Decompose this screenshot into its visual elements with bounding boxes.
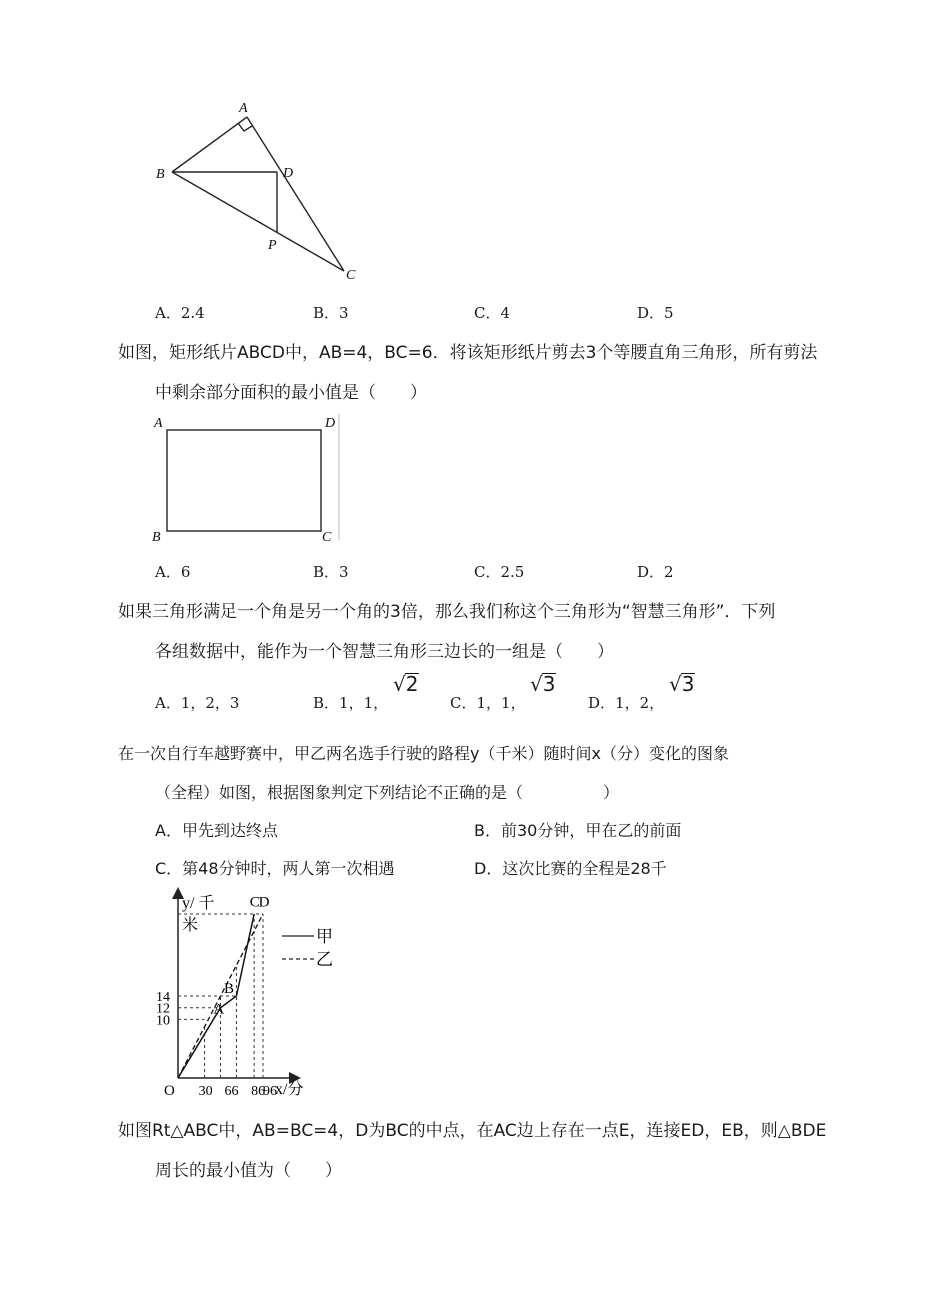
- q3-option-c-radicand: 3: [542, 672, 556, 696]
- q2-stem-line1: 如图，矩形纸片ABCD中，AB=4，BC=6．将该矩形纸片剪去3个等腰直角三角形，所有剪法: [118, 343, 818, 363]
- q3-option-b-radicand: 2: [405, 672, 419, 696]
- point-label-a: A: [213, 1001, 225, 1018]
- label-d: D: [283, 166, 294, 181]
- y-tick-label-10: 10: [156, 1013, 170, 1029]
- rect-label-c: C: [322, 530, 332, 545]
- q4-option-b: B．前30分钟，甲在乙的前面: [474, 821, 682, 840]
- q2-option-b: B．3: [313, 563, 349, 581]
- figure-rectangle-abcd: [0, 0, 950, 560]
- q3-option-d-sqrt: √3: [669, 672, 695, 696]
- q1-option-b: B．3: [313, 304, 349, 322]
- q3-option-a: A．1，2，3: [155, 694, 240, 712]
- q4-option-a: A．甲先到达终点: [155, 821, 278, 840]
- rectangle-abcd: [167, 430, 321, 531]
- q3-option-d: D．1，2，: [588, 694, 665, 712]
- rect-label-b: B: [152, 530, 161, 545]
- q3-stem-line2: 各组数据中，能作为一个智慧三角形三边长的一组是（ ）: [155, 642, 614, 662]
- label-b: B: [156, 167, 165, 182]
- q3-option-c-sqrt: √3: [530, 672, 556, 696]
- point-label-c: C: [249, 894, 260, 911]
- q1-option-d: D．5: [637, 304, 674, 322]
- q1-option-a: A．2.4: [155, 304, 205, 322]
- x-tick-label-66: 66: [224, 1084, 239, 1099]
- q1-option-c: C．4: [474, 304, 511, 322]
- origin-label: O: [164, 1083, 175, 1099]
- q4-stem-line1: 在一次自行车越野赛中，甲乙两名选手行驶的路程y（千米）随时间x（分）变化的图象: [118, 744, 729, 763]
- legend-yi-label: 乙: [316, 950, 333, 969]
- y-axis-label-2: 米: [182, 917, 199, 934]
- label-a: A: [239, 101, 248, 116]
- distance-time-chart: [150, 880, 410, 1110]
- y-tick-label-14: 14: [156, 990, 170, 1005]
- q4-option-c: C．第48分钟时，两人第一次相遇: [155, 859, 395, 878]
- q2-option-d: D．2: [637, 563, 674, 581]
- q5-stem-line1: 如图Rt△ABC中，AB=BC=4，D为BC的中点，在AC边上存在一点E，连接ED，EB，则△BDE: [118, 1121, 827, 1141]
- q4-stem-line2: （全程）如图，根据图象判定下列结论不正确的是（ ）: [155, 783, 620, 802]
- y-axis-label: y/ 千: [182, 895, 215, 912]
- q4-option-d: D．这次比赛的全程是28千: [474, 859, 667, 878]
- q2-stem-line2: 中剩余部分面积的最小值是（ ）: [155, 383, 427, 403]
- label-p: P: [268, 238, 277, 253]
- q2-option-c: C．2.5: [474, 563, 525, 581]
- rect-label-a: A: [154, 416, 163, 431]
- q3-option-d-radicand: 3: [681, 672, 695, 696]
- rect-label-d: D: [325, 416, 336, 431]
- legend-jia-label: 甲: [316, 927, 333, 946]
- x-axis-label: x/分: [275, 1081, 304, 1098]
- q3-option-b: B．1，1，: [313, 694, 389, 712]
- x-tick-label-30: 30: [198, 1084, 213, 1099]
- q3-option-c: C．1，1，: [450, 694, 526, 712]
- q3-option-b-sqrt: √2: [393, 672, 419, 696]
- q3-stem-line1: 如果三角形满足一个角是另一个角的3倍，那么我们称这个三角形为“智慧三角形”．下列: [118, 602, 776, 622]
- q2-option-a: A．6: [155, 563, 191, 581]
- point-label-d: D: [258, 894, 270, 911]
- y-tick-label-12: 12: [156, 1001, 170, 1017]
- x-tick-label-96: 96: [263, 1084, 277, 1099]
- point-label-b: B: [224, 981, 235, 998]
- x-tick-label-86: 86: [251, 1084, 266, 1099]
- q5-stem-line2: 周长的最小值为（ ）: [155, 1161, 342, 1181]
- label-c: C: [346, 268, 356, 283]
